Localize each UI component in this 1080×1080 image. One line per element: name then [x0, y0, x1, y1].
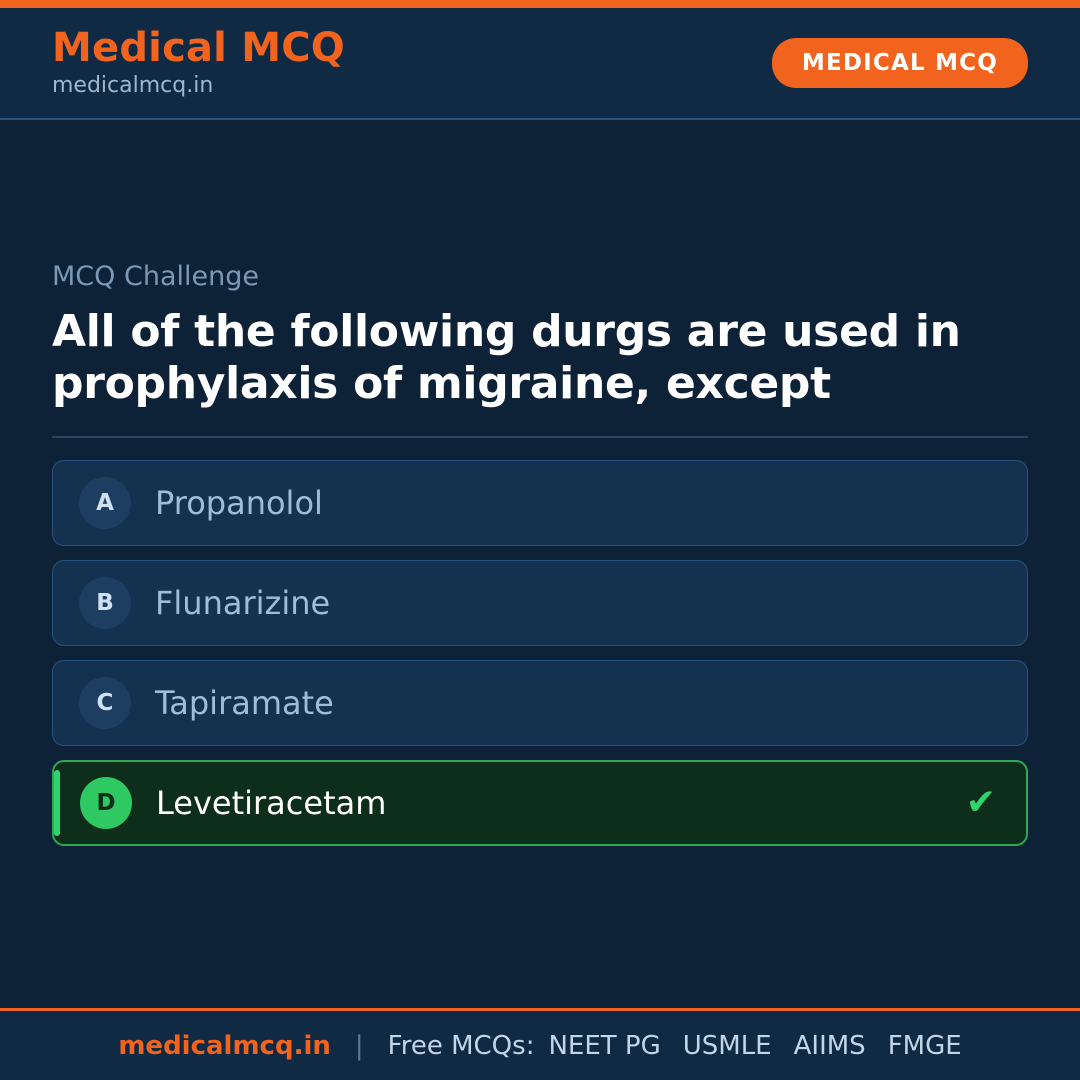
header [0, 8, 1080, 120]
top-accent-bar [0, 0, 1080, 8]
option-letter: A [79, 477, 131, 529]
footer [0, 1008, 1080, 1080]
footer-exam-list [548, 1031, 961, 1061]
footer-exam-fmge: FMGE [887, 1030, 962, 1061]
option-label: Levetiracetam [156, 784, 387, 822]
divider [52, 436, 1028, 438]
option-letter: C [79, 677, 131, 729]
footer-site: medicalmcq.in [118, 1030, 331, 1061]
brand-subtitle: medicalmcq.in [52, 73, 214, 98]
main-content [0, 120, 1080, 1008]
option-d[interactable] [52, 760, 1028, 846]
option-list [52, 460, 1028, 846]
option-c[interactable] [52, 660, 1028, 746]
question-text: All of the following durgs are used in prophylaxis of migraine, except [52, 306, 961, 409]
section-eyebrow: MCQ Challenge [52, 261, 259, 292]
footer-label: Free MCQs: [387, 1030, 535, 1061]
option-a[interactable] [52, 460, 1028, 546]
correct-indicator-bar [54, 770, 60, 836]
option-label: Propanolol [155, 484, 323, 522]
option-letter: D [80, 777, 132, 829]
footer-exam-usmle: USMLE [682, 1030, 772, 1061]
check-icon: ✔ [965, 782, 996, 823]
footer-exam-aiims: AIIMS [793, 1030, 866, 1061]
footer-exam-neetpg: NEET PG [548, 1030, 661, 1061]
option-label: Tapiramate [155, 684, 334, 722]
brand-title: Medical MCQ [52, 25, 345, 71]
status-badge: MEDICAL MCQ [772, 38, 1028, 88]
option-b[interactable] [52, 560, 1028, 646]
option-letter: B [79, 577, 131, 629]
option-label: Flunarizine [155, 584, 331, 622]
footer-separator: | [354, 1030, 364, 1061]
brand [52, 25, 345, 101]
